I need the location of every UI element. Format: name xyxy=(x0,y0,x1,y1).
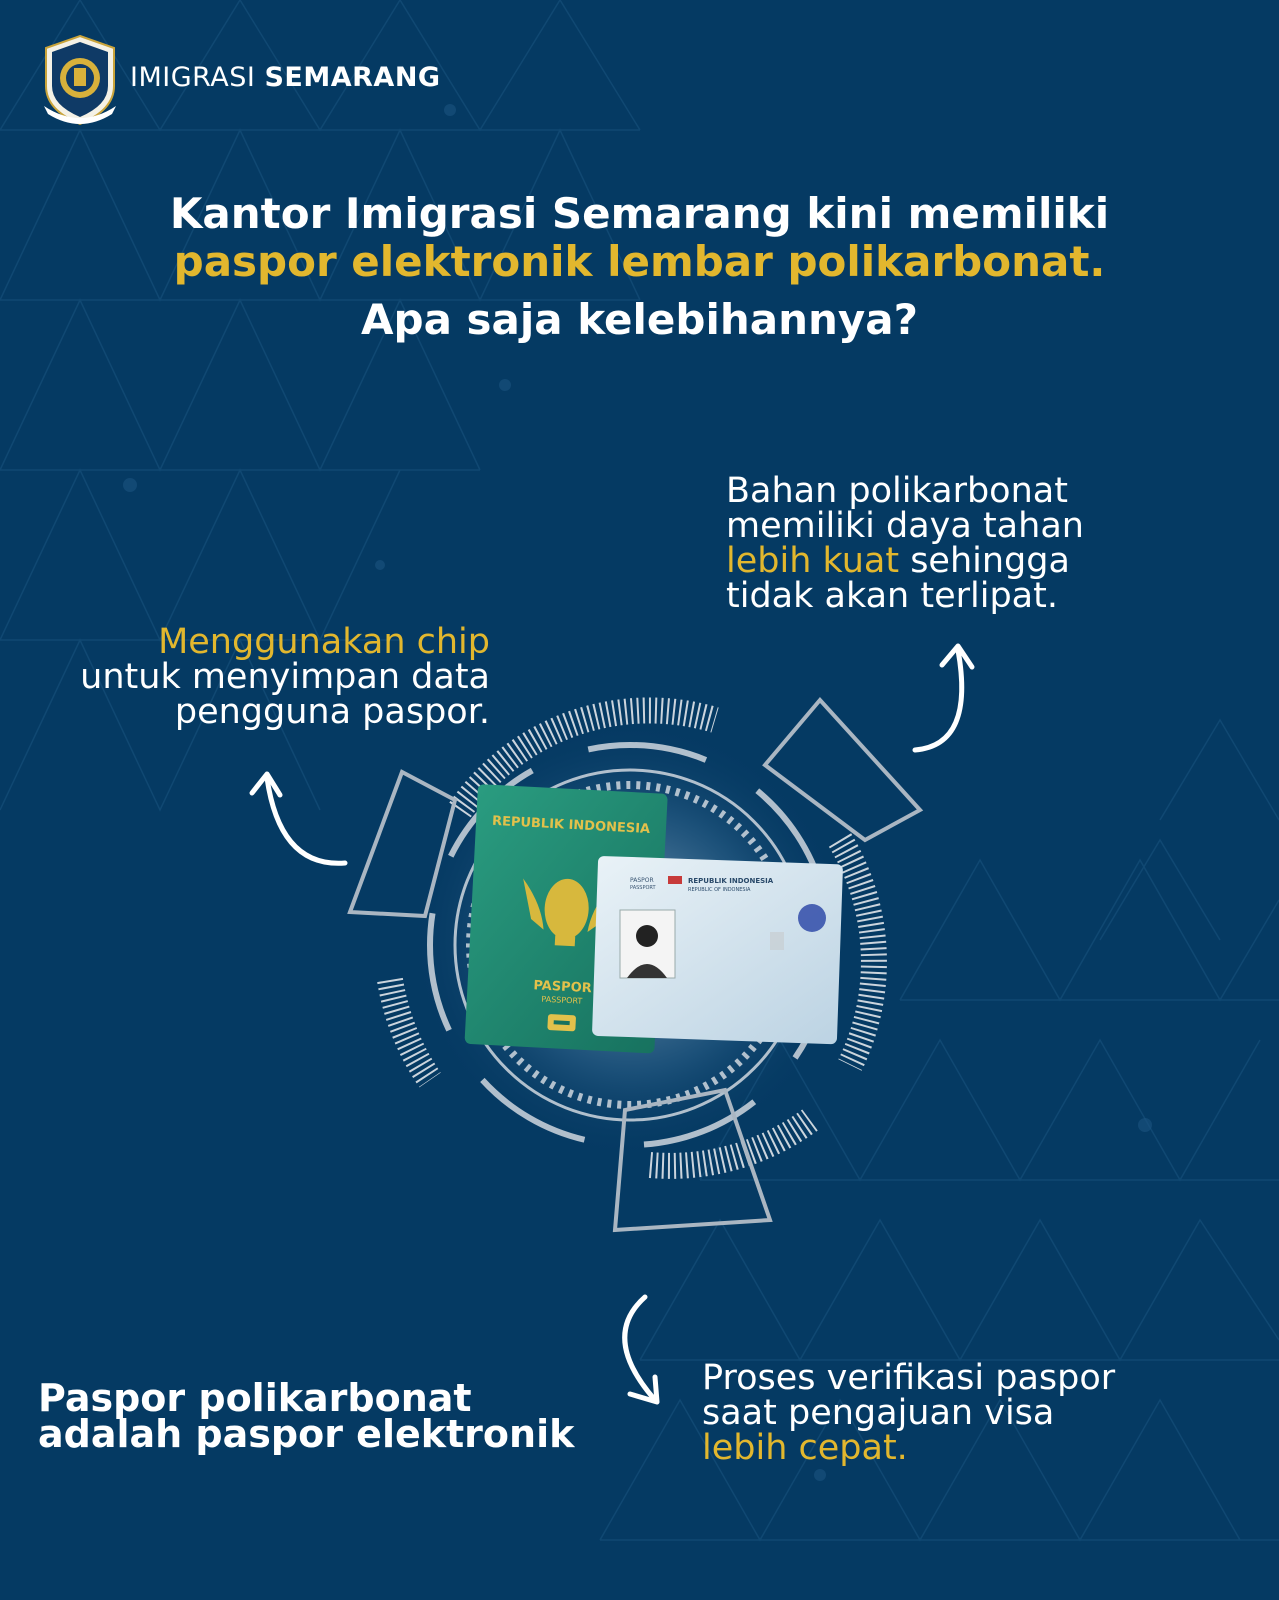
passport-cover-title: REPUBLIK INDONESIA xyxy=(491,813,651,838)
feature-durability xyxy=(726,471,1126,616)
arrow-down-right-icon xyxy=(600,1292,680,1407)
imigrasi-logo xyxy=(38,34,122,126)
data-page-subtitle: REPUBLIC OF INDONESIA xyxy=(688,887,751,893)
headline xyxy=(0,190,1279,344)
brand-name-bold: SEMARANG xyxy=(264,62,441,93)
data-page-title: REPUBLIK INDONESIA xyxy=(688,877,774,885)
passport-cover-sublabel: PASSPORT xyxy=(541,994,583,1006)
feature-visa-highlight: lebih cepat. xyxy=(702,1428,908,1468)
passport-data-page xyxy=(592,856,843,1044)
feature-visa-line-1: Proses verifikasi paspor xyxy=(702,1358,1116,1398)
passport-illustration xyxy=(330,680,950,1270)
feature-chip-line-2: untuk menyimpan data xyxy=(80,657,490,697)
brand-name xyxy=(130,62,441,93)
arrow-up-right-icon xyxy=(910,640,990,755)
brand-name-light: IMIGRASI xyxy=(130,62,256,93)
feature-durability-highlight: lebih kuat xyxy=(726,541,900,581)
data-page-sublabel: PASSPORT xyxy=(630,885,656,891)
holder-avatar-icon xyxy=(636,925,658,947)
feature-durability-line-3 xyxy=(726,541,1126,581)
data-page-label: PASPOR xyxy=(630,877,654,884)
feature-visa xyxy=(702,1358,1182,1468)
passport-cover-label: PASPOR xyxy=(533,978,593,997)
feature-durability-line-3-rest: sehingga xyxy=(899,541,1070,581)
headline-line-1: Kantor Imigrasi Semarang kini memiliki xyxy=(169,189,1110,238)
feature-durability-line-1: Bahan polikarbonat xyxy=(726,471,1068,511)
footer-statement-line-1: Paspor polikarbonat xyxy=(38,1376,472,1420)
feature-chip-line-3: pengguna paspor. xyxy=(174,692,490,732)
feature-chip-highlight: Menggunakan chip xyxy=(158,622,490,662)
headline-question: Apa saja kelebihannya? xyxy=(361,295,918,344)
footer-statement-line-2: adalah paspor elektronik xyxy=(38,1412,575,1456)
feature-visa-line-2: saat pengajuan visa xyxy=(702,1393,1055,1433)
hologram-icon xyxy=(798,904,826,932)
feature-durability-line-4: tidak akan terlipat. xyxy=(726,576,1058,616)
headline-line-2: paspor elektronik lembar polikarbonat. xyxy=(173,237,1106,286)
arrow-up-left-icon xyxy=(240,768,350,868)
feature-durability-line-2: memiliki daya tahan xyxy=(726,506,1084,546)
footer-statement xyxy=(38,1376,598,1456)
